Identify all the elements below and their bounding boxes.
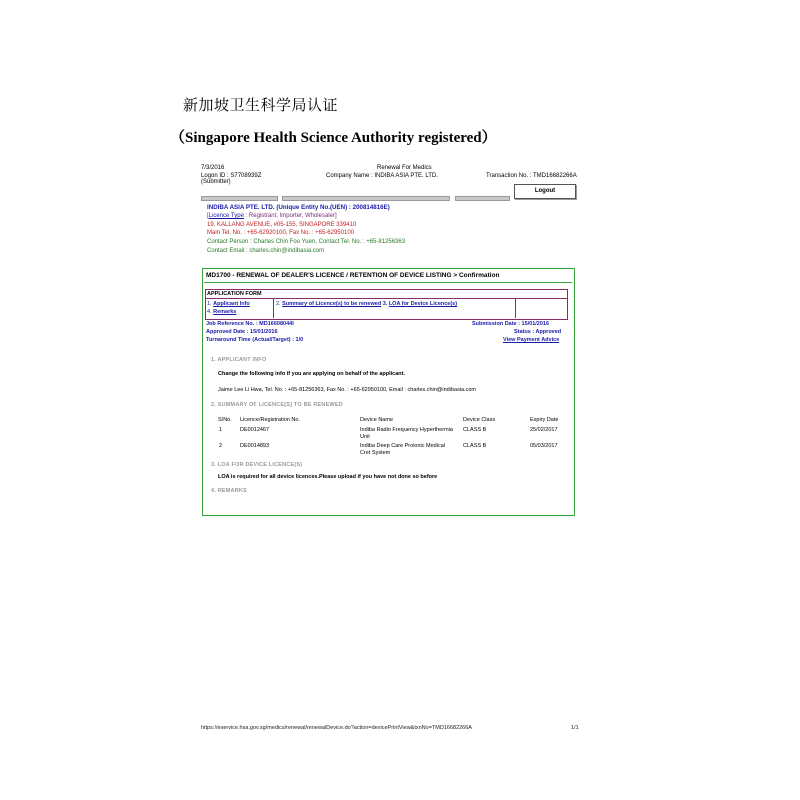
row-1-device-name-line2: Unit bbox=[360, 434, 370, 440]
loa-note: LOA is required for all device licences.Please upload if you have not done so before bbox=[218, 474, 438, 480]
form-link-summary-row bbox=[276, 300, 457, 308]
transaction-no: Transaction No. : TMD16682266A bbox=[486, 173, 577, 179]
print-page-title: Renewal For Medics bbox=[377, 165, 432, 171]
company-tel-fax: Main Tel. No. : +65-62920100, Fax No. : +65-62950100 bbox=[207, 230, 354, 236]
logout-button[interactable]: Logout bbox=[514, 184, 576, 199]
header-bar-left bbox=[201, 196, 278, 201]
row-2-licence: DE0014893 bbox=[240, 443, 270, 449]
form-link-remarks[interactable]: Remarks bbox=[213, 309, 237, 315]
approved-date: Approved Date : 15/01/2016 bbox=[206, 329, 278, 335]
footer-url: https://eservice.hsa.gov.sg/medics/renewal/renewalDevice.do?action=devicePrintView&txnNo=TMD16682266A bbox=[201, 725, 472, 731]
row-1-expiry: 25/02/2017 bbox=[530, 427, 558, 433]
table-header-expiry: Expiry Date bbox=[530, 417, 559, 423]
heading-english: （Singapore Health Science Authority registered） bbox=[170, 130, 497, 146]
footer-page-number: 1/1 bbox=[571, 725, 579, 731]
licence-type-value: : Registrant, Importer, Wholesaler] bbox=[245, 213, 337, 219]
view-payment-advice-link[interactable]: View Payment Advice bbox=[503, 337, 560, 343]
submission-date: Submission Date : 15/01/2016 bbox=[472, 321, 550, 327]
form-link-remarks-row bbox=[207, 308, 236, 316]
table-header-device-name: Device Name bbox=[360, 417, 394, 423]
applicant-info-details: Jaime Lee Li Hwa, Tel. No. : +65-81256363, Fax No. : +65-62950100, Email : charles.chin@indibasia.com bbox=[218, 387, 477, 393]
table-header-licence: Licence/Registration No. bbox=[240, 417, 300, 423]
form-link-3-number: 3. bbox=[382, 301, 388, 307]
row-2-device-name-line2: Cret System bbox=[360, 450, 391, 456]
company-name: Company Name : INDIBA ASIA PTE. LTD. bbox=[326, 173, 438, 179]
application-form-header: APPLICATION FORM bbox=[206, 290, 567, 299]
section-applicant-info-title: 1. APPLICANT INFO bbox=[211, 357, 267, 363]
form-link-loa[interactable]: LOA for Device Licence(s) bbox=[388, 301, 458, 307]
status-label: Status : Approved bbox=[514, 329, 562, 335]
form-divider-2 bbox=[515, 299, 516, 318]
form-link-applicant-info-row bbox=[207, 300, 250, 308]
applicant-info-note: Change the following info if you are applying on behalf of the applicant. bbox=[218, 371, 406, 377]
section-remarks-title: 4. REMARKS bbox=[211, 488, 247, 494]
title-divider bbox=[204, 282, 572, 283]
section-summary-title: 2. SUMMARY OF LICENCE[S] TO BE RENEWED bbox=[211, 402, 343, 408]
company-address: 19, KALLANG AVENUE, #05-155, SINGAPORE 339410 bbox=[207, 222, 357, 228]
licence-type-link[interactable]: Licence Type bbox=[208, 213, 244, 219]
table-header-device-class: Device Class bbox=[463, 417, 496, 423]
table-header-sno: S/No. bbox=[218, 417, 232, 423]
submitter-label: (Submitter) bbox=[201, 179, 231, 185]
form-link-2-number: 2. bbox=[276, 301, 281, 307]
confirmation-title: MD1700 - RENEWAL OF DEALER'S LICENCE / RETENTION OF DEVICE LISTING > Confirmation bbox=[206, 272, 500, 279]
print-date: 7/3/2016 bbox=[201, 165, 225, 171]
company-name-line: INDIBA ASIA PTE. LTD. (Unique Entity No.(UEN) : 200814816E) bbox=[207, 204, 390, 211]
row-1-class: CLASS B bbox=[463, 427, 487, 433]
row-2-device-name-line1: Indiba Deep Care Proionic Medical bbox=[360, 443, 445, 449]
section-loa-title: 3. LOA FOR DEVICE LICENCE(S) bbox=[211, 462, 303, 468]
row-1-device-name-line1: Indiba Radio Frequency Hyperthermia bbox=[360, 427, 453, 433]
heading-chinese: 新加坡卫生科学局认证 bbox=[183, 96, 339, 114]
form-link-4-number: 4. bbox=[207, 309, 212, 315]
licence-type-line: [Licence Type : Registrant, Importer, Wholesaler] bbox=[207, 213, 337, 219]
header-bar-middle bbox=[282, 196, 450, 201]
row-2-sno: 2 bbox=[219, 443, 223, 449]
row-2-class: CLASS B bbox=[463, 443, 487, 449]
job-reference: Job Reference No. : MD16608044I bbox=[206, 321, 294, 327]
row-2-expiry: 05/03/2017 bbox=[530, 443, 558, 449]
form-link-1-number: 1. bbox=[207, 301, 212, 307]
form-divider-1 bbox=[273, 299, 274, 318]
row-1-sno: 1 bbox=[219, 427, 223, 433]
contact-person: Contact Person : Charles Chin Foo Yuen, Contact Tel. No. : +65-81256363 bbox=[207, 239, 406, 245]
form-link-summary[interactable]: Summary of Licence(s) to be renewed bbox=[282, 301, 382, 307]
contact-email: Contact Email : charles.chin@indibasia.com bbox=[207, 248, 325, 254]
form-link-applicant-info[interactable]: Applicant Info bbox=[213, 301, 250, 307]
logon-id: Logon ID : S7708939Z bbox=[201, 173, 262, 179]
row-1-licence: DE0012467 bbox=[240, 427, 270, 433]
turnaround-time: Turnaround Time (Actual/Target) : 1/0 bbox=[206, 337, 304, 343]
header-bar-right bbox=[455, 196, 510, 201]
